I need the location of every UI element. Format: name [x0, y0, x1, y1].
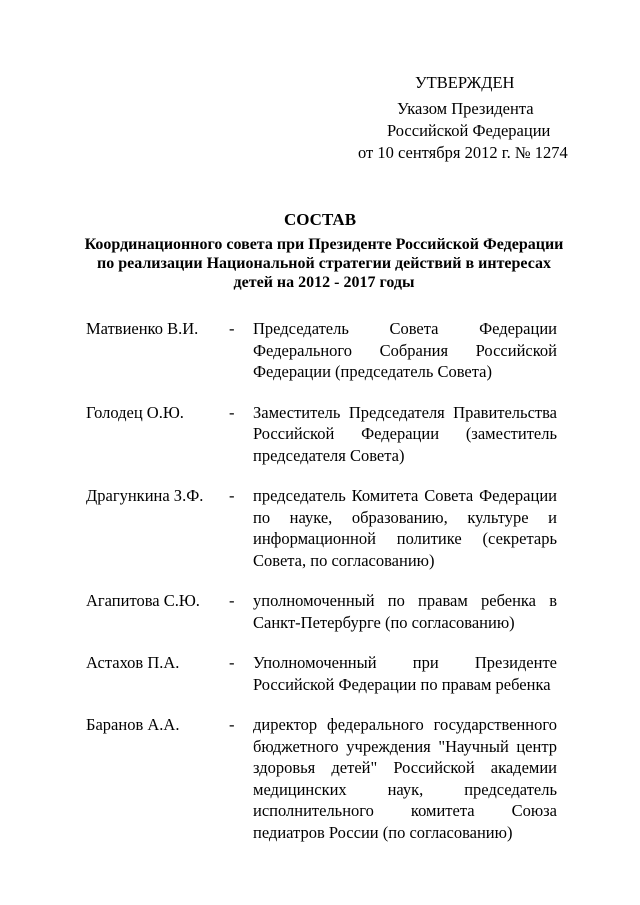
decree-date: от 10 сентября 2012 г. № 1274: [358, 143, 568, 162]
approved-label: УТВЕРЖДЕН: [415, 73, 515, 92]
member-item: [0, 652, 640, 695]
member-role: Заместитель Председателя Правительства Российской Федерации (заместитель председателя Совета): [253, 402, 557, 465]
member-dash: -: [229, 319, 235, 338]
member-dash: -: [229, 653, 235, 672]
member-name: Баранов А.А.: [86, 715, 180, 734]
federation-line: Российской Федерации: [387, 121, 551, 140]
members-list: [0, 318, 640, 862]
member-item: [0, 402, 640, 467]
member-role: Председатель Совета Федерации Федерального Собрания Российской Федерации (председатель Совета): [253, 319, 557, 381]
member-item: [0, 318, 640, 383]
member-dash: -: [229, 715, 235, 734]
member-name: Голодец О.Ю.: [86, 402, 184, 422]
document-title: СОСТАВ: [283, 210, 357, 229]
member-item: [0, 485, 640, 571]
document-subtitle: Координационного совета при Президенте Российской Федерации по реализации Национальной стратегии действий в интересах детей на 2012 - 2017 годы: [84, 236, 564, 291]
approval-stamp: [0, 72, 568, 164]
member-name: Матвиенко В.И.: [86, 319, 199, 338]
member-role: Уполномоченный при Президенте Российской Федерации по правам ребенка: [253, 653, 557, 694]
member-dash: -: [229, 591, 235, 610]
member-name: Астахов П.А.: [86, 653, 180, 672]
member-item: [0, 590, 640, 633]
member-dash: -: [229, 486, 235, 505]
member-role: уполномоченный по правам ребенка в Санкт-Петербурге (по согласованию): [253, 591, 557, 632]
member-role: председатель Комитета Совета Федерации по науке, образованию, культуре и информационной политике (секретарь Совета, по согласованию): [253, 486, 557, 570]
member-dash: -: [229, 402, 235, 422]
member-name: Агапитова С.Ю.: [86, 591, 200, 610]
member-item: [0, 714, 640, 843]
member-name: Драгункина З.Ф.: [86, 486, 204, 505]
member-role: директор федерального государственного бюджетного учреждения "Научный центр здоровья детей" Российской академии медицинских наук, председатель исполнительного комитета Союза педиатров России (по согласованию): [253, 715, 557, 842]
decree-line: Указом Президента: [397, 99, 534, 118]
